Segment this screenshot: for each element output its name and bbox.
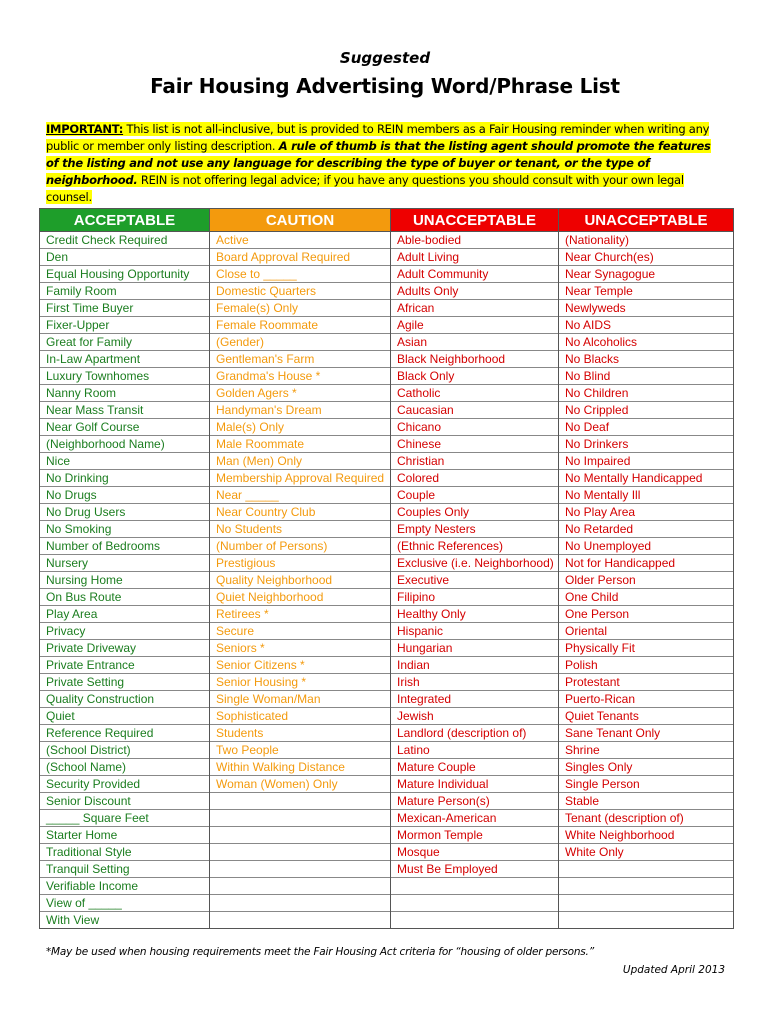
acceptable-cell: Traditional Style: [40, 844, 210, 861]
header-acceptable: ACCEPTABLE: [40, 209, 210, 232]
unacceptable-2-cell: [559, 861, 734, 878]
acceptable-cell: First Time Buyer: [40, 300, 210, 317]
caution-cell: Man (Men) Only: [210, 453, 391, 470]
table-row: [40, 793, 734, 810]
acceptable-cell: Private Setting: [40, 674, 210, 691]
caution-cell: Domestic Quarters: [210, 283, 391, 300]
table-row: [40, 351, 734, 368]
unacceptable-2-cell: Near Church(es): [559, 249, 734, 266]
unacceptable-2-cell: Stable: [559, 793, 734, 810]
caution-cell: (Number of Persons): [210, 538, 391, 555]
important-notice: [46, 121, 722, 206]
unacceptable-1-cell: Mature Person(s): [391, 793, 559, 810]
unacceptable-2-cell: No Crippled: [559, 402, 734, 419]
acceptable-cell: On Bus Route: [40, 589, 210, 606]
unacceptable-2-cell: Quiet Tenants: [559, 708, 734, 725]
caution-cell: Senior Citizens *: [210, 657, 391, 674]
acceptable-cell: Starter Home: [40, 827, 210, 844]
table-row: [40, 521, 734, 538]
unacceptable-2-cell: Protestant: [559, 674, 734, 691]
older-persons-footnote: *May be used when housing requirements meet the Fair Housing Act criteria for “housing of older persons.”: [46, 946, 594, 958]
table-row: [40, 436, 734, 453]
unacceptable-2-cell: [559, 895, 734, 912]
caution-cell: Students: [210, 725, 391, 742]
unacceptable-2-cell: White Only: [559, 844, 734, 861]
caution-cell: Female(s) Only: [210, 300, 391, 317]
table-row: [40, 742, 734, 759]
acceptable-cell: Nanny Room: [40, 385, 210, 402]
unacceptable-2-cell: Puerto-Rican: [559, 691, 734, 708]
table-row: [40, 691, 734, 708]
unacceptable-1-cell: [391, 895, 559, 912]
acceptable-cell: Nursery: [40, 555, 210, 572]
table-row: [40, 487, 734, 504]
caution-cell: Grandma's House *: [210, 368, 391, 385]
table-row: [40, 470, 734, 487]
table-row: [40, 555, 734, 572]
unacceptable-2-cell: No Mentally Ill: [559, 487, 734, 504]
unacceptable-2-cell: Polish: [559, 657, 734, 674]
caution-cell: Quiet Neighborhood: [210, 589, 391, 606]
unacceptable-1-cell: Must Be Employed: [391, 861, 559, 878]
acceptable-cell: Privacy: [40, 623, 210, 640]
unacceptable-2-cell: Single Person: [559, 776, 734, 793]
table-row: [40, 300, 734, 317]
acceptable-cell: In-Law Apartment: [40, 351, 210, 368]
acceptable-cell: (Neighborhood Name): [40, 436, 210, 453]
unacceptable-2-cell: Shrine: [559, 742, 734, 759]
caution-cell: Prestigious: [210, 555, 391, 572]
unacceptable-1-cell: Chinese: [391, 436, 559, 453]
acceptable-cell: Private Driveway: [40, 640, 210, 657]
table-row: [40, 776, 734, 793]
unacceptable-1-cell: Hungarian: [391, 640, 559, 657]
acceptable-cell: Nice: [40, 453, 210, 470]
unacceptable-2-cell: Oriental: [559, 623, 734, 640]
unacceptable-2-cell: No AIDS: [559, 317, 734, 334]
unacceptable-1-cell: Colored: [391, 470, 559, 487]
unacceptable-2-cell: Not for Handicapped: [559, 555, 734, 572]
unacceptable-1-cell: Indian: [391, 657, 559, 674]
table-row: [40, 334, 734, 351]
table-row: [40, 368, 734, 385]
table-row: [40, 878, 734, 895]
unacceptable-1-cell: Latino: [391, 742, 559, 759]
acceptable-cell: Quiet: [40, 708, 210, 725]
caution-cell: Handyman's Dream: [210, 402, 391, 419]
updated-date: Updated April 2013: [622, 964, 725, 976]
notice-highlight: [46, 122, 711, 204]
table-row: [40, 708, 734, 725]
table-row: [40, 640, 734, 657]
unacceptable-2-cell: (Nationality): [559, 232, 734, 249]
caution-cell: Single Woman/Man: [210, 691, 391, 708]
caution-cell: Golden Agers *: [210, 385, 391, 402]
caution-cell: (Gender): [210, 334, 391, 351]
unacceptable-2-cell: No Retarded: [559, 521, 734, 538]
table-row: [40, 657, 734, 674]
unacceptable-2-cell: Physically Fit: [559, 640, 734, 657]
unacceptable-1-cell: Caucasian: [391, 402, 559, 419]
unacceptable-1-cell: Chicano: [391, 419, 559, 436]
table-row: [40, 419, 734, 436]
acceptable-cell: Fixer-Upper: [40, 317, 210, 334]
caution-cell: Quality Neighborhood: [210, 572, 391, 589]
caution-cell: [210, 793, 391, 810]
unacceptable-1-cell: Empty Nesters: [391, 521, 559, 538]
caution-cell: Close to _____: [210, 266, 391, 283]
table-row: [40, 674, 734, 691]
unacceptable-2-cell: One Child: [559, 589, 734, 606]
notice-text-disclaimer: REIN is not offering legal advice; if you have any questions you should consult with your own legal counsel.: [46, 173, 684, 204]
acceptable-cell: Verifiable Income: [40, 878, 210, 895]
acceptable-cell: Credit Check Required: [40, 232, 210, 249]
caution-cell: Seniors *: [210, 640, 391, 657]
acceptable-cell: Number of Bedrooms: [40, 538, 210, 555]
unacceptable-1-cell: Christian: [391, 453, 559, 470]
table-row: [40, 623, 734, 640]
table-row: [40, 504, 734, 521]
caution-cell: Membership Approval Required: [210, 470, 391, 487]
unacceptable-1-cell: Black Only: [391, 368, 559, 385]
table-row: [40, 385, 734, 402]
unacceptable-1-cell: Adult Living: [391, 249, 559, 266]
caution-cell: Near _____: [210, 487, 391, 504]
acceptable-cell: Great for Family: [40, 334, 210, 351]
acceptable-cell: No Drugs: [40, 487, 210, 504]
unacceptable-2-cell: No Children: [559, 385, 734, 402]
caution-cell: [210, 810, 391, 827]
acceptable-cell: With View: [40, 912, 210, 929]
unacceptable-1-cell: Couples Only: [391, 504, 559, 521]
table-row: [40, 283, 734, 300]
table-row: [40, 861, 734, 878]
unacceptable-1-cell: Hispanic: [391, 623, 559, 640]
acceptable-cell: Equal Housing Opportunity: [40, 266, 210, 283]
table-row: [40, 538, 734, 555]
table-row: [40, 266, 734, 283]
acceptable-cell: Private Entrance: [40, 657, 210, 674]
unacceptable-1-cell: Mosque: [391, 844, 559, 861]
notice-label: IMPORTANT:: [46, 122, 124, 136]
table-row: [40, 844, 734, 861]
table-row: [40, 232, 734, 249]
unacceptable-2-cell: No Blind: [559, 368, 734, 385]
table-row: [40, 453, 734, 470]
caution-cell: [210, 895, 391, 912]
acceptable-cell: Family Room: [40, 283, 210, 300]
table-row: [40, 402, 734, 419]
unacceptable-1-cell: Adult Community: [391, 266, 559, 283]
unacceptable-1-cell: Mormon Temple: [391, 827, 559, 844]
unacceptable-1-cell: Integrated: [391, 691, 559, 708]
unacceptable-2-cell: No Play Area: [559, 504, 734, 521]
table-row: [40, 606, 734, 623]
unacceptable-2-cell: [559, 878, 734, 895]
unacceptable-1-cell: Healthy Only: [391, 606, 559, 623]
header-unacceptable-1: UNACCEPTABLE: [391, 209, 559, 232]
unacceptable-2-cell: Sane Tenant Only: [559, 725, 734, 742]
caution-cell: No Students: [210, 521, 391, 538]
acceptable-cell: Security Provided: [40, 776, 210, 793]
unacceptable-1-cell: Asian: [391, 334, 559, 351]
acceptable-cell: Near Mass Transit: [40, 402, 210, 419]
unacceptable-2-cell: No Mentally Handicapped: [559, 470, 734, 487]
unacceptable-1-cell: African: [391, 300, 559, 317]
unacceptable-2-cell: Near Synagogue: [559, 266, 734, 283]
acceptable-cell: (School District): [40, 742, 210, 759]
unacceptable-1-cell: Mexican-American: [391, 810, 559, 827]
caution-cell: Female Roommate: [210, 317, 391, 334]
caution-cell: Senior Housing *: [210, 674, 391, 691]
caution-cell: Woman (Women) Only: [210, 776, 391, 793]
table-row: [40, 572, 734, 589]
table-row: [40, 912, 734, 929]
unacceptable-2-cell: Near Temple: [559, 283, 734, 300]
table-row: [40, 895, 734, 912]
caution-cell: Male(s) Only: [210, 419, 391, 436]
header-caution: CAUTION: [210, 209, 391, 232]
acceptable-cell: Tranquil Setting: [40, 861, 210, 878]
table-row: [40, 827, 734, 844]
caution-cell: Male Roommate: [210, 436, 391, 453]
acceptable-cell: Near Golf Course: [40, 419, 210, 436]
caution-cell: Sophisticated: [210, 708, 391, 725]
caution-cell: Gentleman's Farm: [210, 351, 391, 368]
acceptable-cell: _____ Square Feet: [40, 810, 210, 827]
unacceptable-2-cell: No Unemployed: [559, 538, 734, 555]
unacceptable-2-cell: No Alcoholics: [559, 334, 734, 351]
caution-cell: Two People: [210, 742, 391, 759]
word-phrase-table: [39, 208, 734, 929]
unacceptable-2-cell: Older Person: [559, 572, 734, 589]
table-row: [40, 759, 734, 776]
unacceptable-2-cell: One Person: [559, 606, 734, 623]
header-unacceptable-2: UNACCEPTABLE: [559, 209, 734, 232]
table-row: [40, 589, 734, 606]
acceptable-cell: Reference Required: [40, 725, 210, 742]
unacceptable-2-cell: White Neighborhood: [559, 827, 734, 844]
table-body: [40, 232, 734, 929]
table-row: [40, 725, 734, 742]
unacceptable-1-cell: Mature Individual: [391, 776, 559, 793]
caution-cell: Active: [210, 232, 391, 249]
acceptable-cell: No Drug Users: [40, 504, 210, 521]
caution-cell: [210, 878, 391, 895]
unacceptable-2-cell: No Deaf: [559, 419, 734, 436]
caution-cell: Within Walking Distance: [210, 759, 391, 776]
unacceptable-2-cell: Newlyweds: [559, 300, 734, 317]
caution-cell: [210, 912, 391, 929]
caution-cell: [210, 844, 391, 861]
table-row: [40, 249, 734, 266]
unacceptable-1-cell: [391, 878, 559, 895]
acceptable-cell: No Smoking: [40, 521, 210, 538]
acceptable-cell: Den: [40, 249, 210, 266]
unacceptable-1-cell: Adults Only: [391, 283, 559, 300]
table-header-row: [40, 209, 734, 232]
unacceptable-1-cell: [391, 912, 559, 929]
caution-cell: Board Approval Required: [210, 249, 391, 266]
unacceptable-2-cell: No Drinkers: [559, 436, 734, 453]
acceptable-cell: Luxury Townhomes: [40, 368, 210, 385]
unacceptable-1-cell: Exclusive (i.e. Neighborhood): [391, 555, 559, 572]
unacceptable-1-cell: Irish: [391, 674, 559, 691]
caution-cell: Secure: [210, 623, 391, 640]
unacceptable-1-cell: Able-bodied: [391, 232, 559, 249]
unacceptable-1-cell: Black Neighborhood: [391, 351, 559, 368]
unacceptable-1-cell: (Ethnic References): [391, 538, 559, 555]
unacceptable-1-cell: Mature Couple: [391, 759, 559, 776]
notice-text-intro: This list is not all-inclusive, but is provided to REIN members as a Fair Housing reminder when writing any public or member only listing description.: [46, 122, 710, 153]
unacceptable-1-cell: Couple: [391, 487, 559, 504]
caution-cell: Retirees *: [210, 606, 391, 623]
acceptable-cell: No Drinking: [40, 470, 210, 487]
acceptable-cell: Senior Discount: [40, 793, 210, 810]
unacceptable-1-cell: Executive: [391, 572, 559, 589]
unacceptable-2-cell: No Blacks: [559, 351, 734, 368]
acceptable-cell: View of _____: [40, 895, 210, 912]
unacceptable-2-cell: No Impaired: [559, 453, 734, 470]
document-title: Fair Housing Advertising Word/Phrase List: [150, 74, 620, 98]
table-row: [40, 317, 734, 334]
acceptable-cell: Quality Construction: [40, 691, 210, 708]
caution-cell: Near Country Club: [210, 504, 391, 521]
unacceptable-2-cell: Tenant (description of): [559, 810, 734, 827]
unacceptable-1-cell: Catholic: [391, 385, 559, 402]
table-row: [40, 810, 734, 827]
acceptable-cell: Play Area: [40, 606, 210, 623]
unacceptable-1-cell: Agile: [391, 317, 559, 334]
caution-cell: [210, 827, 391, 844]
unacceptable-1-cell: Landlord (description of): [391, 725, 559, 742]
unacceptable-2-cell: Singles Only: [559, 759, 734, 776]
document-subtitle: Suggested: [339, 49, 431, 67]
unacceptable-1-cell: Jewish: [391, 708, 559, 725]
notice-rule-of-thumb: A rule of thumb is that the listing agent should promote the features of the listing and not use any language for describing the type of buyer or tenant, or the type of neighborhood.: [46, 139, 711, 187]
caution-cell: [210, 861, 391, 878]
unacceptable-2-cell: [559, 912, 734, 929]
unacceptable-1-cell: Filipino: [391, 589, 559, 606]
acceptable-cell: Nursing Home: [40, 572, 210, 589]
acceptable-cell: (School Name): [40, 759, 210, 776]
